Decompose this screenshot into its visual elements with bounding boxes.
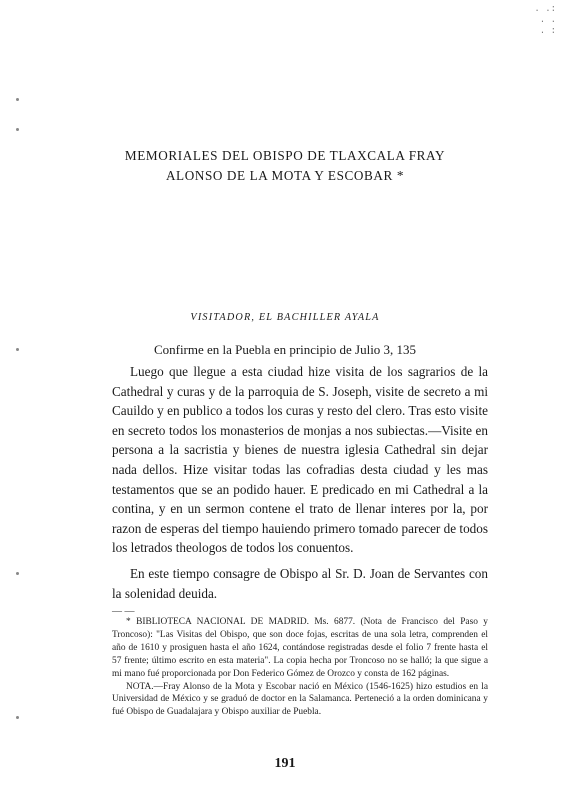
- scan-corner-marks: . .: . . . :: [534, 4, 556, 36]
- body-text: [112, 362, 488, 603]
- title-line-1: MEMORIALES DEL OBISPO DE TLAXCALA FRAY: [124, 148, 446, 163]
- margin-dot: [16, 572, 19, 575]
- footnote: NOTA.—Fray Alonso de la Mota y Escobar nació en México (1546-1625) hizo estudios en la Universidad de México y se graduó de doctor en la Salamanca. Perteneció a la orden dominicana y fué Obispo de Guadalajara y Obispo auxiliar de Puebla.: [112, 681, 488, 718]
- footnote: * BIBLIOTECA NACIONAL DE MADRID. Ms. 6877. (Nota de Francisco del Paso y Troncoso): "Las Visitas del Obispo, que son doce fojas, escritas de una sola letra, comprenden el año de 1610 y prosiguen hasta el año 1624, contándose registradas desde el folio 7 frente hasta el 57 frente; último escrito en esta materia". La copia hecha por Troncoso no se halló; la que sigue a mi mano fué proporcionada por Don Federico Gómez de Orozco y consta de 162 páginas.: [112, 617, 488, 679]
- body-paragraph: En este tiempo consagre de Obispo al Sr. D. Joan de Servantes con la solenidad deuida.: [112, 565, 488, 601]
- body-paragraph: Luego que llegue a esta ciudad hize visita de los sagrarios de la Cathedral y curas y de la parroquia de S. Joseph, visite de secreto a mi Cauildo y en publico a todos los curas y resto del clero. Tras esto visite en secreto todos los monasterios de monjas a nos subiectas.—Visite en persona a la sacristia y bienes de nuestra iglesia Cathedral sin dejar nada dellos. Hize visitar todas las cofradias desta ciudad y les mas testamentos que se an podido hauer. E predicado en mi Cathedral a la contina, y en un sermon contene el trato de llenar interes por la, por razon de esperas del tiempo hauiendo primero tomado parecer de todos los letrados theologos de todos los conuentos.: [112, 364, 488, 556]
- margin-dot: [16, 128, 19, 131]
- footnotes: [112, 616, 488, 719]
- margin-dot: [16, 348, 19, 351]
- section-subtitle: VISITADOR, EL BACHILLER AYALA: [190, 312, 380, 323]
- footnote-separator: — —: [112, 606, 135, 617]
- margin-dot: [16, 716, 19, 719]
- title-line-2: ALONSO DE LA MOTA Y ESCOBAR *: [165, 168, 405, 183]
- dateline: Confirme en la Puebla en principio de Julio 3, 135: [153, 342, 417, 357]
- page-number: 191: [274, 756, 296, 771]
- document-title: [100, 146, 470, 186]
- margin-dot: [16, 98, 19, 101]
